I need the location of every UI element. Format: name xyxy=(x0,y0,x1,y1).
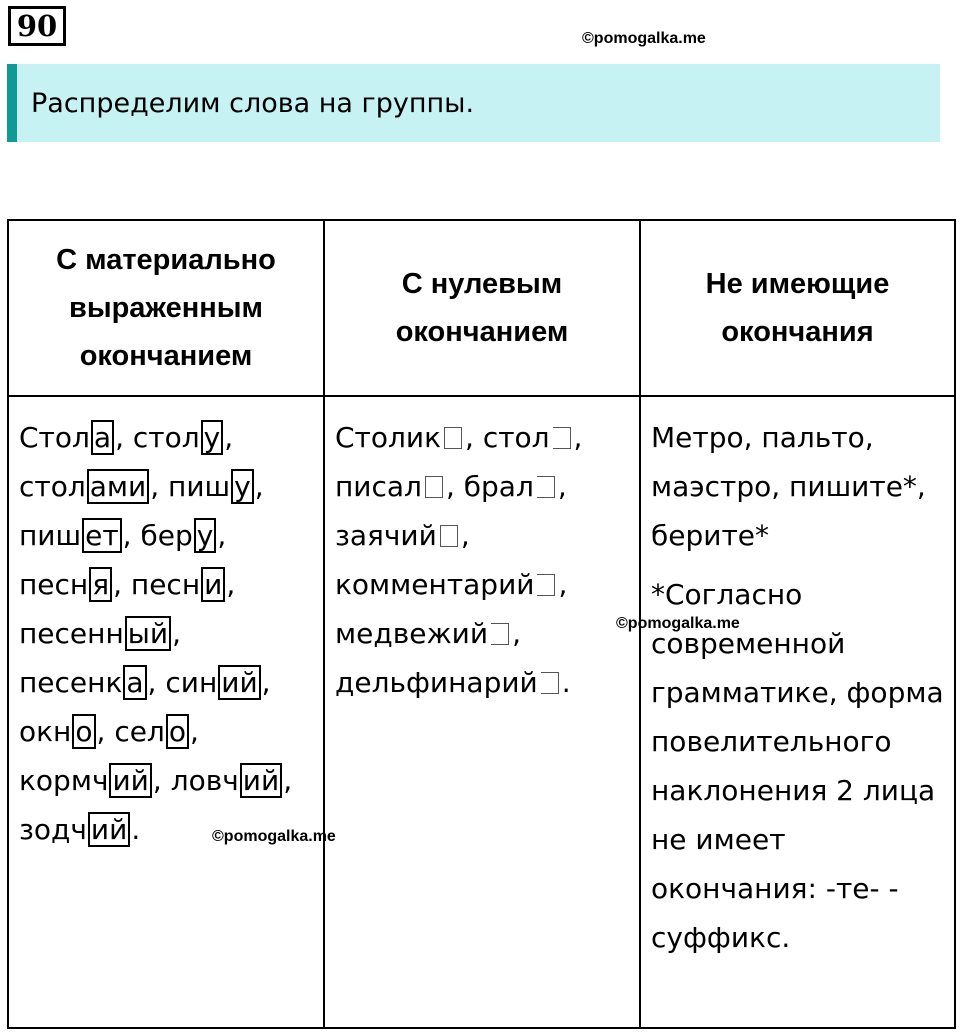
watermark-top: ©pomogalka.me xyxy=(582,30,706,47)
separator: , xyxy=(147,666,166,699)
cell-no-ending xyxy=(640,396,955,1028)
word: брал xyxy=(463,470,534,503)
task-text: Распределим слова на группы. xyxy=(31,88,475,119)
no-ending-words: Метро, пальто, маэстро, пишите*, берите* xyxy=(651,421,926,552)
word-stem: пиш xyxy=(19,519,82,552)
word-stem: зодч xyxy=(19,813,87,846)
ending-box: я xyxy=(89,567,112,602)
zero-ending-box xyxy=(425,476,443,498)
separator: , xyxy=(96,715,115,748)
table-header-row xyxy=(8,220,955,396)
zero-ending-box xyxy=(537,476,555,498)
word-stem: окн xyxy=(19,715,72,748)
zero-ending-box xyxy=(537,574,555,596)
word-stem: песн xyxy=(130,568,201,601)
word-stem: песенн xyxy=(19,617,124,650)
separator: , xyxy=(558,568,568,601)
separator: , xyxy=(283,764,293,797)
word: медвежий xyxy=(335,617,489,650)
zero-ending-box xyxy=(541,672,559,694)
separator: , xyxy=(254,470,264,503)
ending-box: ет xyxy=(82,518,122,553)
word-stem: син xyxy=(165,666,218,699)
separator: , xyxy=(152,764,171,797)
ending-box: о xyxy=(166,714,189,749)
watermark-bottom: ©pomogalka.me xyxy=(212,828,336,845)
word-stem: Стол xyxy=(19,421,90,454)
header-no-ending: Не имеющие окончания xyxy=(640,220,955,396)
word-stem: бер xyxy=(140,519,193,552)
word-stem: стол xyxy=(132,421,200,454)
ending-box: у xyxy=(194,518,217,553)
ending-box: ий xyxy=(218,665,260,700)
separator: , xyxy=(226,568,236,601)
ending-box: ий xyxy=(109,763,151,798)
table-body-row xyxy=(8,396,955,1028)
separator: , xyxy=(465,421,483,454)
separator: , xyxy=(113,568,131,601)
word: комментарий xyxy=(335,568,535,601)
zero-ending-box xyxy=(444,427,462,449)
ending-box: ый xyxy=(125,616,171,651)
header-material-ending: С материально выраженным окончанием xyxy=(8,220,324,396)
header-zero-ending: С нулевым окончанием xyxy=(324,220,640,396)
task-banner xyxy=(7,64,940,142)
separator: , xyxy=(172,617,181,650)
ending-box: у xyxy=(201,420,224,455)
zero-ending-box xyxy=(553,427,571,449)
cell-material-ending xyxy=(8,396,324,1028)
word-stem: песенк xyxy=(19,666,123,699)
separator: , xyxy=(460,519,470,552)
separator: , xyxy=(261,666,271,699)
separator: , xyxy=(150,470,169,503)
word: писал xyxy=(335,470,422,503)
grammar-note: *Согласно современной грамматике, форма повелительного наклонения 2 лица не имеет окончания: -те- - суффикс. xyxy=(651,578,944,954)
zero-ending-box xyxy=(440,525,458,547)
ending-box: ами xyxy=(87,469,149,504)
word-stem: кормч xyxy=(19,764,109,797)
word-groups-table xyxy=(7,219,956,1029)
word: дельфинарий xyxy=(335,666,538,699)
separator: , xyxy=(445,470,464,503)
separator: , xyxy=(122,519,141,552)
ending-box: ий xyxy=(240,763,282,798)
ending-box: а xyxy=(91,420,114,455)
word-stem: стол xyxy=(19,470,86,503)
ending-box: о xyxy=(72,714,95,749)
cell-zero-ending xyxy=(324,396,640,1028)
separator: , xyxy=(557,470,567,503)
word: заячий xyxy=(335,519,437,552)
separator: , xyxy=(217,519,227,552)
separator: . xyxy=(131,813,141,846)
separator: , xyxy=(115,421,133,454)
ending-box: а xyxy=(123,665,146,700)
word: Столик xyxy=(335,421,441,454)
separator: . xyxy=(561,666,571,699)
watermark-middle: ©pomogalka.me xyxy=(616,615,740,632)
word-stem: сел xyxy=(114,715,165,748)
separator: , xyxy=(224,421,234,454)
separator: , xyxy=(189,715,199,748)
exercise-number: 90 xyxy=(8,6,66,46)
ending-box: ий xyxy=(88,812,130,847)
word-stem: песн xyxy=(19,568,89,601)
separator: , xyxy=(512,617,521,650)
word-stem: пиш xyxy=(168,470,231,503)
separator: , xyxy=(573,421,583,454)
zero-ending-box xyxy=(491,623,509,645)
ending-box: и xyxy=(201,567,225,602)
word: стол xyxy=(482,421,550,454)
ending-box: у xyxy=(231,469,254,504)
word-stem: ловч xyxy=(170,764,239,797)
